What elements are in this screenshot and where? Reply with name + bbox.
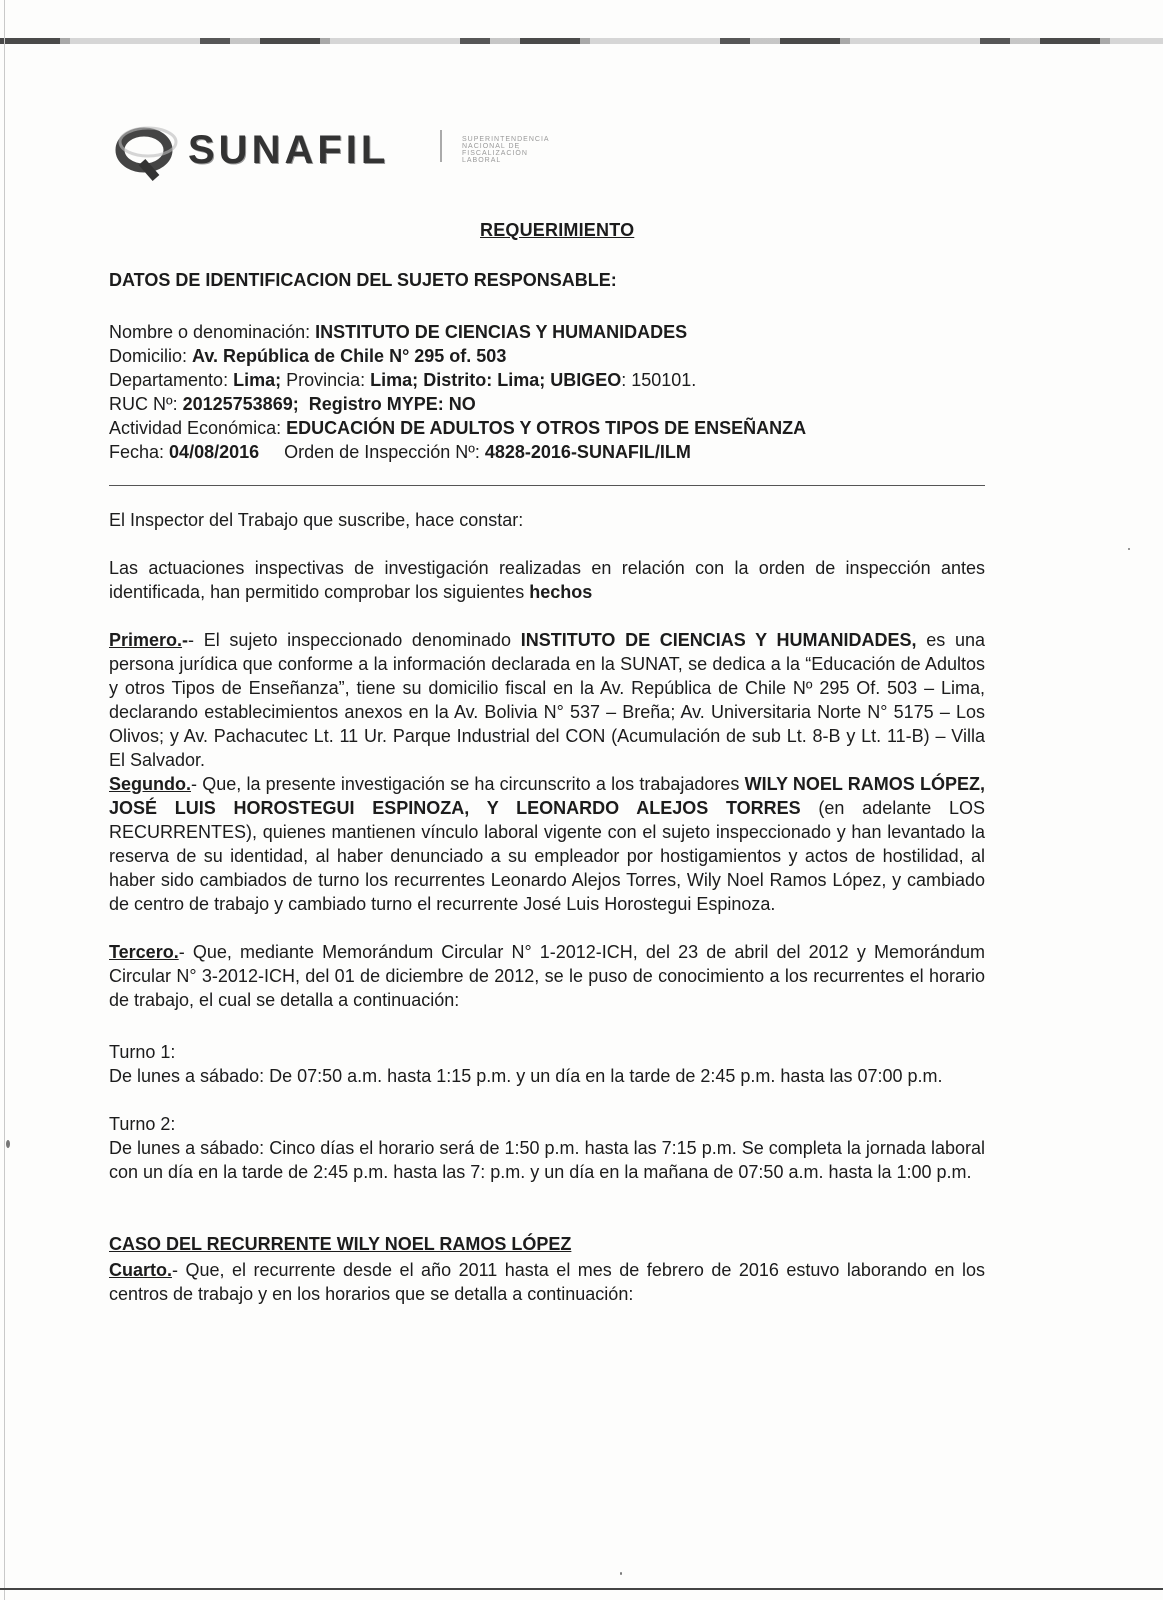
id-date-line bbox=[109, 440, 1009, 464]
id-department-value: Lima; bbox=[233, 370, 282, 390]
segundo-workers: WILY NOEL RAMOS LÓPEZ, JOSÉ LUIS HOROSTEGUI ESPINOZA, Y LEONARDO ALEJOS TORRES bbox=[109, 774, 985, 818]
segundo-paragraph bbox=[109, 772, 985, 916]
primero-dash-bold: - bbox=[182, 630, 189, 650]
id-ruc-line bbox=[109, 392, 1009, 416]
tercero-label: Tercero. bbox=[109, 942, 179, 962]
document-title: REQUERIMIENTO bbox=[480, 220, 635, 240]
id-ruc-label: RUC Nº: bbox=[109, 394, 178, 414]
segundo-label: Segundo. bbox=[109, 774, 191, 794]
id-address-value: Av. República de Chile N° 295 of. 503 bbox=[192, 346, 507, 366]
scan-speck bbox=[1128, 548, 1130, 550]
identification-block bbox=[109, 320, 1009, 464]
primero-paragraph bbox=[109, 628, 985, 772]
scan-speck bbox=[620, 1572, 622, 1575]
id-location-line bbox=[109, 368, 1009, 392]
case-heading: CASO DEL RECURRENTE WILY NOEL RAMOS LÓPEZ bbox=[109, 1234, 572, 1254]
id-ruc-value: 20125753869; bbox=[182, 394, 299, 414]
turno2-text: De lunes a sábado: Cinco días el horario será de 1:50 p.m. hasta las 7:15 p.m. Se completa la jornada laboral con un día en la tarde de 2:45 p.m. hasta las 7: p.m. y un día en la mañana de 07:50 a.m. hasta la 1:00 p.m. bbox=[109, 1138, 985, 1182]
turno1-title: Turno 1: bbox=[109, 1042, 176, 1062]
primero-dash: - El sujeto inspeccionado denominado bbox=[188, 630, 512, 650]
id-name-label: Nombre o denominación: bbox=[109, 322, 311, 342]
cuarto-paragraph bbox=[109, 1258, 985, 1306]
findings-text: Las actuaciones inspectivas de investigación realizadas en relación con la orden de inspección antes identificada, han permitido comprobar los siguientes bbox=[109, 558, 985, 602]
findings-bold: hechos bbox=[529, 582, 593, 602]
id-district-value: : Lima; UBIGEO bbox=[486, 370, 622, 390]
tercero-paragraph bbox=[109, 940, 985, 1012]
id-order-label: Orden de Inspección Nº: bbox=[284, 442, 480, 462]
logo-wordmark: SUNAFIL bbox=[188, 128, 390, 172]
sunafil-logo-icon bbox=[112, 120, 182, 184]
page-bottom-line bbox=[0, 1588, 1163, 1590]
tercero-text: - Que, mediante Memorándum Circular N° 1-2012-ICH, del 23 de abril del 2012 y Memorándum Circular N° 3-2012-ICH, del 01 de diciembre de 2012, se le puso de conocimiento a los recurrentes el horario de trabajo, el cual se detalla a continuación: bbox=[109, 942, 985, 1010]
intro-paragraph: El Inspector del Trabajo que suscribe, hace constar: bbox=[109, 510, 524, 530]
id-activity-line bbox=[109, 416, 1009, 440]
id-address-line bbox=[109, 344, 1009, 368]
segundo-dash: - Que, la presente investigación se ha circunscrito a los trabajadores bbox=[191, 774, 740, 794]
section-heading: DATOS DE IDENTIFICACION DEL SUJETO RESPONSABLE: bbox=[109, 270, 617, 290]
id-district-label: Distrito bbox=[423, 370, 487, 390]
logo-subtitle: SUPERINTENDENCIA NACIONAL DE FISCALIZACIÓN LABORAL bbox=[462, 136, 550, 164]
scan-top-bar bbox=[0, 38, 1163, 44]
primero-text: es una persona jurídica que conforme a la información declarada en la SUNAT, se dedica a la “Educación de Adultos y otros Tipos de Enseñanza”, tiene su domicilio fiscal en la Av. República de Chile Nº 295 Of. 503 – Lima, declarando establecimientos anexos en la Av. Bolivia N° 537 – Breña; Av. Universitaria Norte N° 5175 – Los Olivos; y Av. Pachacutec Lt. 11 Ur. Parque Industrial del CON (Acumulación de sub Lt. 8-B y Lt. 11-B) – Villa El Salvador. bbox=[109, 630, 985, 770]
id-address-label: Domicilio: bbox=[109, 346, 188, 366]
id-name-value: INSTITUTO DE CIENCIAS Y HUMANIDADES bbox=[315, 322, 688, 342]
page-left-edge bbox=[4, 0, 5, 1600]
id-activity-value: EDUCACIÓN DE ADULTOS Y OTROS TIPOS DE ENSEÑANZA bbox=[286, 418, 807, 438]
id-department-label: Departamento: bbox=[109, 370, 229, 390]
scan-speck bbox=[6, 1140, 10, 1148]
id-date-value: 04/08/2016 bbox=[169, 442, 260, 462]
logo-divider bbox=[440, 130, 442, 162]
id-activity-label: Actividad Económica: bbox=[109, 418, 282, 438]
cuarto-label: Cuarto. bbox=[109, 1260, 172, 1280]
id-ubigeo-value: : 150101. bbox=[621, 370, 697, 390]
primero-entity: INSTITUTO DE CIENCIAS Y HUMANIDADES, bbox=[520, 630, 917, 650]
turno1-text: De lunes a sábado: De 07:50 a.m. hasta 1:15 p.m. y un día en la tarde de 2:45 p.m. hasta las 07:00 p.m. bbox=[109, 1066, 943, 1086]
id-name-line bbox=[109, 320, 1009, 344]
cuarto-text: - Que, el recurrente desde el año 2011 hasta el mes de febrero de 2016 estuvo laborando en los centros de trabajo y en los horarios que se detalla a continuación: bbox=[109, 1260, 985, 1304]
id-mype-value: Registro MYPE: NO bbox=[308, 394, 476, 414]
id-date-label: Fecha: bbox=[109, 442, 165, 462]
id-province-label: Provincia: bbox=[286, 370, 366, 390]
primero-label: Primero. bbox=[109, 630, 183, 650]
id-province-value: Lima; bbox=[370, 370, 419, 390]
id-order-value: 4828-2016-SUNAFIL/ILM bbox=[484, 442, 691, 462]
turno2-title: Turno 2: bbox=[109, 1114, 176, 1134]
findings-paragraph bbox=[109, 556, 985, 604]
segundo-text: (en adelante LOS RECURRENTES), quienes mantienen vínculo laboral vigente con el sujeto inspeccionado y han levantado la reserva de su identidad, al haber denunciado a su empleador por hostigamientos y actos de hostilidad, al haber sido cambiados de turno los recurrentes Leonardo Alejos Torres, Wily Noel Ramos López, y cambiado de centro de trabajo y cambiado turno el recurrente José Luis Horostegui Espinoza. bbox=[109, 798, 985, 914]
separator-rule bbox=[109, 485, 985, 486]
